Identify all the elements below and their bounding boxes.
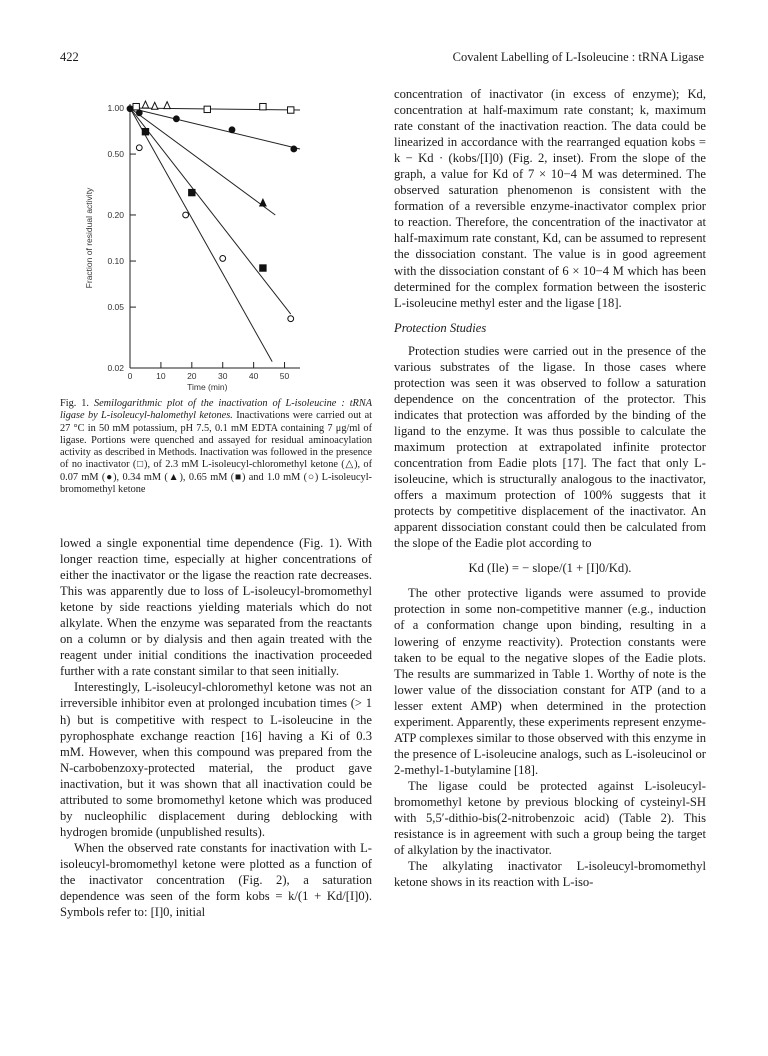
data-point-circle	[127, 106, 133, 112]
data-point-circle	[229, 127, 235, 133]
series-line	[130, 108, 275, 215]
paragraph: The alkylating inactivator L-isoleucyl-bromomethyl ketone shows in its reaction with L-iso-	[394, 859, 706, 890]
section-heading: Protection Studies	[394, 320, 487, 335]
data-point-circle	[288, 316, 294, 322]
data-point-square	[133, 103, 139, 109]
left-column	[60, 535, 372, 920]
series-line	[130, 108, 272, 362]
paragraph: The ligase could be protected against L-isoleucyl-bromomethyl ketone by previous blocking of cysteinyl-SH with 5,5′-dithio-bis(2-nitrobenzoic acid) (Table 2). This resistance is in agreement with such a group being the target of alkylation by the inactivator.	[394, 778, 706, 858]
data-point-circle	[173, 116, 179, 122]
paragraph: Protection studies were carried out in the presence of the various substrates of the ligase. In those cases where protection was seen it was observed to follow a saturation dependence on the concentration of the protector. This indicates that protection was afforded by the binding of the ligand to the enzyme. It was thus possible to calculate the maximum protection at extrapolated infinite protector concentration from Eadie plots [17]. The fact that only L-isoleucine, which is structurally analogous to the inactivator, offers a maximum protection of 100% suggests that it protects by competitive displacement of the inactivator. An apparent dissociation constant could then be calculated from the slope of the Eadie plot according to	[394, 343, 706, 551]
x-tick-label: 30	[217, 371, 228, 381]
series-line	[130, 108, 291, 314]
paragraph: lowed a single exponential time dependence (Fig. 1). With longer reaction time, especially at higher concentrations of either the inactivator or the ligase the reaction rate decreases. This was apparently due to loss of L-isoleucyl-bromomethyl ketone by side reactions yielding materials which do not alkylate. When the enzyme was separated from the reactants on a column or by dialysis and then again treated with the reagent under initial conditions the inactivation proceeded further with a rate constant similar to that seen initially.	[60, 536, 372, 679]
right-column	[394, 86, 706, 890]
equation: Kd (Ile) = − slope/(1 + [I]0/Kd).	[468, 561, 632, 576]
caption-text: Inactivations were carried out at 27 °C in 50 mM potassium, pH 7.5, 0.1 mM EDTA containing 7 μg/ml of ligase. Portions were quenched and assayed for residual aminoacylation activity as described in Methods. Inactivation was followed in the presence of no inactivator (□), of 2.3 mM L-isoleucyl-chloromethyl ketone (△), of 0.07 mM (●), 0.34 mM (▲), 0.65 mM (■) and 1.0 mM (○) L-isoleucyl-bromomethyl ketone	[60, 410, 373, 496]
data-point-circle	[136, 145, 142, 151]
data-point-triangle	[164, 102, 170, 109]
x-tick-label: 40	[248, 371, 259, 381]
y-tick-label: 0.10	[107, 256, 124, 267]
x-tick-label: 10	[156, 371, 166, 381]
data-point-circle	[291, 146, 297, 152]
data-point-square	[260, 103, 266, 109]
y-axis-label: Fraction of residual activity	[84, 187, 94, 289]
y-tick-label: 0.05	[107, 302, 124, 313]
data-point-triangle	[260, 199, 266, 206]
data-point-triangle	[152, 102, 158, 109]
caption-title: Semilogarithmic plot of the inactivation of L-isoleucine : tRNA ligase by L-isoleucyl-halomethyl ketones.	[60, 398, 373, 422]
x-tick-label: 20	[187, 371, 197, 381]
paragraph: concentration of inactivator (in excess of enzyme); Kd, concentration at half-maximum rate constant; k, maximum rate constant of the inactivation reaction. The data could be linearized in accordance with the rearranged equation kobs = k − Kd · (kobs/[I]0) (Fig. 2, inset). From the slope of the graph, a value for Kd of 7 × 10−4 M was determined. The observed saturation phenomenon is consistent with the formation of a reversible enzyme-inactivator complex prior to reaction. Therefore, the concentration of the inactivator at half-maximum rate constant, Kd, can be assumed to represent the dissociation constant. The value is in good agreement with the dissociation constant of 6 × 10−4 M which has been determined for the complex formation between the isosteric L-isoleucine methyl ester and the ligase [18].	[394, 87, 706, 310]
data-point-circle	[220, 256, 226, 262]
paragraph: The other protective ligands were assumed to provide protection in some non-competitive manner (e.g., induction of a conformation change upon binding, resulting in a lowering of enzyme reactivity). Protection constants were taken to be equal to the negative slopes of the Eadie plots. The results are summarized in Table 1. Worthy of note is the lower value of the dissociation constant for ATP (and to a lesser extent AMP) when determined in the protection experiment. Apparently, these experiments represent enzyme-ATP complexes similar to those observed with this enzyme in the presence of L-isoleucine analogs, such as L-isoleucinol or 2-methyl-1-butylamine [18].	[394, 586, 706, 777]
data-point-square	[288, 107, 294, 113]
x-axis-label: Time (min)	[187, 382, 228, 392]
data-point-circle	[183, 212, 189, 218]
paragraph: When the observed rate constants for inactivation with L-isoleucyl-bromomethyl ketone were plotted as a function of the inactivator concentration (Fig. 2), a saturation dependence was seen of the form kobs = k/(1 + Kd/[I]0). Symbols refer to: [I]0, initial	[60, 840, 372, 920]
figure-1	[60, 92, 372, 397]
series-line	[130, 108, 300, 149]
data-point-square	[189, 189, 195, 195]
figure-caption	[60, 398, 372, 496]
page-number: 422	[60, 50, 79, 64]
y-tick-label: 0.20	[107, 209, 124, 220]
paragraph: Interestingly, L-isoleucyl-chloromethyl ketone was not an irreversible inhibitor even at prolonged incubation times (> 1 h) but is competitive with respect to L-isoleucine in the pyrophosphate exchange reaction [16] having a Ki of 0.3 mM. However, when this compound was prepared from the N-carbobenzoxy-protected material, the product gave inactivation, but it was shown that all inactivation could be attributed to some bromomethyl ketone which was produced by nucleophilic displacement during deblocking with hydrogen bromide (unpublished results).	[60, 680, 372, 839]
running-head: Covalent Labelling of L-Isoleucine : tRNA Ligase	[452, 50, 704, 64]
x-tick-label: 50	[279, 371, 290, 381]
y-tick-label: 0.02	[107, 363, 124, 373]
y-tick-label: 0.50	[107, 149, 124, 160]
figure-1-chart	[60, 92, 372, 397]
data-point-triangle	[142, 101, 148, 108]
data-point-square	[260, 265, 266, 271]
caption-label: Fig. 1.	[60, 398, 89, 409]
x-tick-label: 0	[127, 371, 133, 381]
data-point-square	[204, 106, 210, 112]
data-point-circle	[136, 110, 142, 116]
data-point-square	[142, 129, 148, 135]
y-tick-label: 1.00	[107, 103, 124, 113]
